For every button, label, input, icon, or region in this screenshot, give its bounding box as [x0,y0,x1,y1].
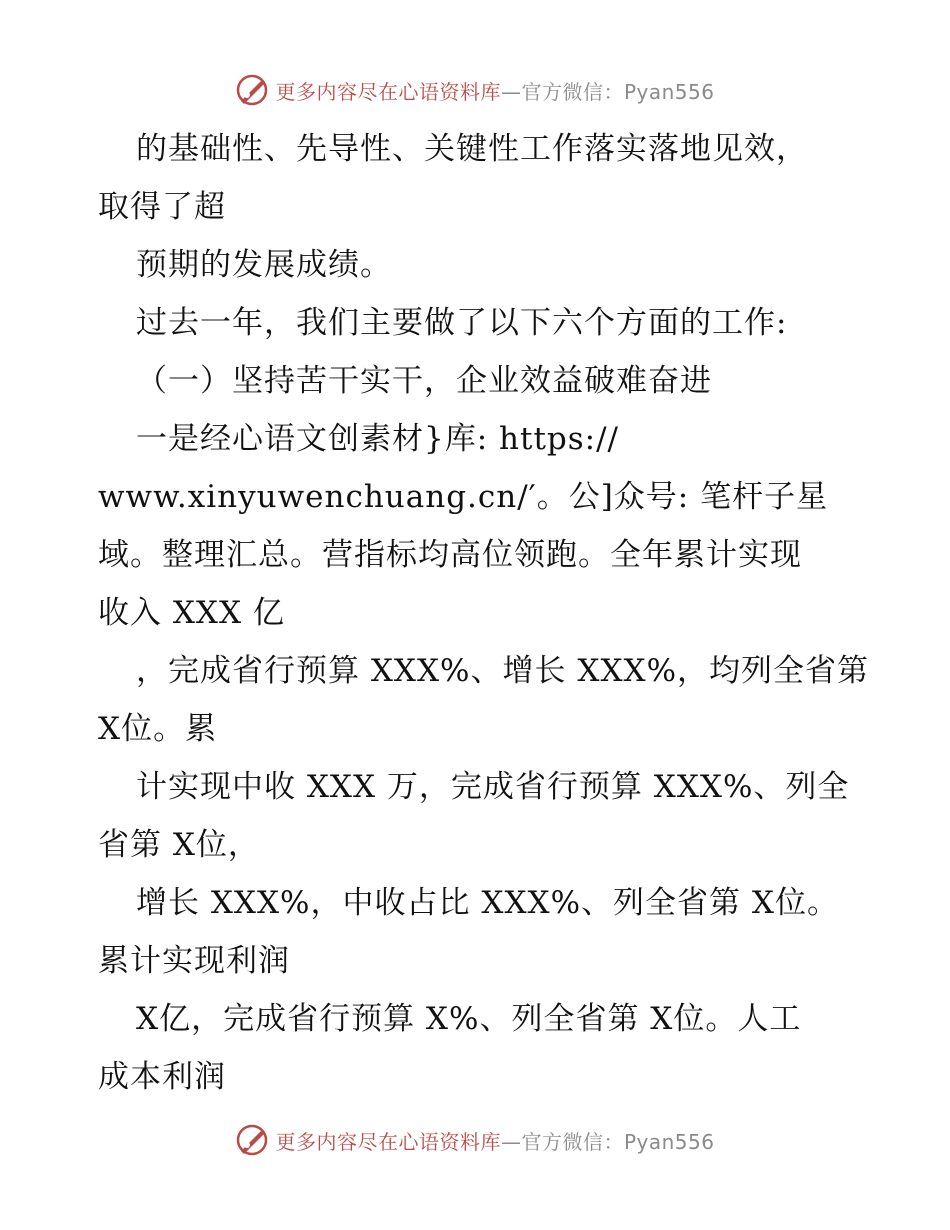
header-banner-text [275,76,714,105]
text-line: 累计实现利润 [98,943,290,979]
text-line: 一是经心语文创素材}库: https:// [136,421,619,457]
pen-logo-icon [235,1123,269,1157]
text-line: 取得了超 [98,189,226,225]
text-line: 计实现中收 XXX 万，完成省行预算 XXX%、列全 [136,769,850,805]
text-line: 的基础性、先导性、关键性工作落实落地见效， [136,131,808,167]
text-line: X亿，完成省行预算 X%、列全省第 X位。人工 [136,1001,802,1037]
text-line: 预期的发展成绩。 [136,247,392,283]
document-body [98,120,870,1106]
text-line: ，完成省行预算 XXX%、增长 XXX%，均列全省第 [136,653,870,689]
header-banner [0,70,950,110]
text-line: （一）坚持苦干实干，企业效益破难奋进 [136,363,712,399]
text-line: X位。累 [98,711,218,747]
text-line: 增长 XXX%，中收占比 XXX%、列全省第 X位。 [136,885,839,921]
footer-banner-text [275,1126,714,1155]
footer-banner [0,1120,950,1160]
text-line: 省第 X位， [98,827,260,863]
footer-banner-gray: —官方微信：Pyan556 [500,1129,715,1154]
text-line: www.xinyuwenchuang.cn/′。公]众号: 笔杆子星 [98,479,829,515]
header-banner-red: 更多内容尽在心语资料库 [275,79,501,104]
pen-logo-icon [235,73,269,107]
text-line: 过去一年，我们主要做了以下六个方面的工作: [136,305,788,341]
text-line: 收入 XXX 亿 [98,595,285,631]
footer-banner-red: 更多内容尽在心语资料库 [275,1129,501,1154]
text-line: 成本利润 [98,1059,226,1095]
header-banner-gray: —官方微信：Pyan556 [500,79,715,104]
text-line: 域。整理汇总。营指标均高位领跑。全年累计实现 [98,537,802,573]
